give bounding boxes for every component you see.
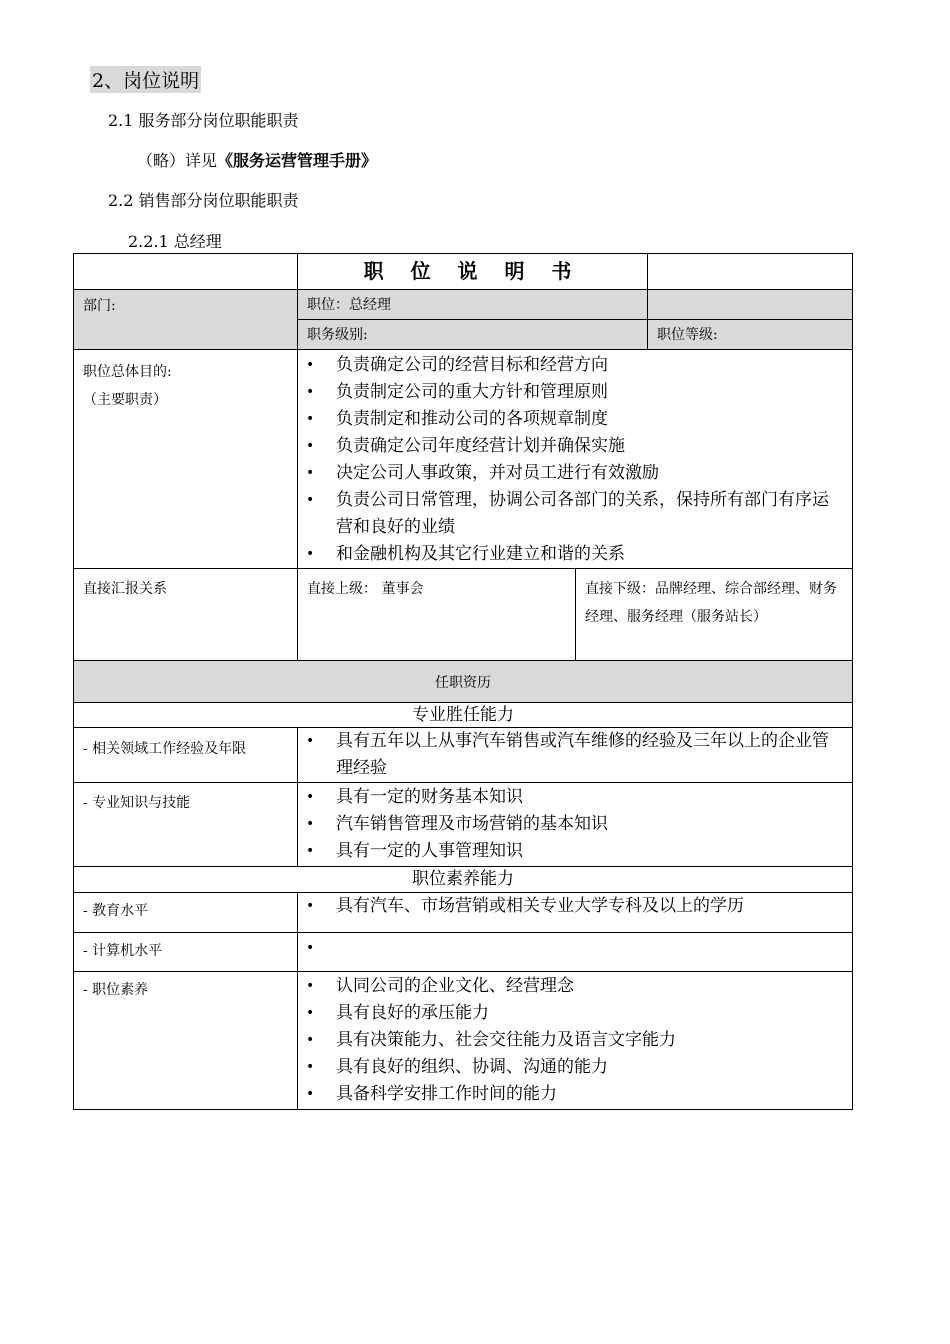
list-item: • 和金融机构及其它行业建立和谐的关系 <box>336 541 844 568</box>
report-label: 直接汇报关系 <box>74 569 298 661</box>
manual-title: 《服务运营管理手册》 <box>217 151 378 170</box>
computer-skill-cell <box>298 933 853 972</box>
education-cell <box>298 893 853 933</box>
job-description-table <box>73 253 853 1110</box>
list-item: • 具有一定的人事管理知识 <box>336 838 844 865</box>
list-item: • 决定公司人事政策，并对员工进行有效激励 <box>336 460 844 487</box>
grade-label: 职位等级: <box>648 320 853 350</box>
education-label: - 教育水平 <box>74 893 298 933</box>
purpose-items-cell <box>298 350 853 569</box>
list-item: • 负责制定和推动公司的各项规章制度 <box>336 406 844 433</box>
list-item: • 具有汽车、市场营销或相关专业大学专科及以上的学历 <box>336 893 844 920</box>
purpose-sublabel: （主要职责） <box>83 392 167 408</box>
title-right-cell <box>648 254 853 290</box>
purpose-label-cell <box>74 350 298 569</box>
list-item: • 具有良好的承压能力 <box>336 1000 844 1027</box>
skills-cell <box>298 783 853 867</box>
list-item: • 具有决策能力、社会交往能力及语言文字能力 <box>336 1027 844 1054</box>
report-superior: 直接上级： 董事会 <box>298 569 576 661</box>
report-subordinates: 直接下级：品牌经理、综合部经理、财务经理、服务经理（服务站长） <box>576 569 853 661</box>
position-empty-cell <box>648 290 853 320</box>
experience-cell <box>298 728 853 783</box>
list-item: • 负责确定公司的经营目标和经营方向 <box>336 352 844 379</box>
position-label: 职位：总经理 <box>298 290 648 320</box>
subsection-heading-sales: 2.2 销售部分岗位职能职责 <box>108 191 299 210</box>
purpose-label: 职位总体目的: <box>83 364 172 380</box>
list-item: • 具备科学安排工作时间的能力 <box>336 1081 844 1108</box>
qualification-header: 任职资历 <box>74 661 853 703</box>
reference-note-prefix: （略）详见 <box>137 151 218 170</box>
rank-label: 职务级别: <box>298 320 648 350</box>
list-item: • 负责确定公司年度经营计划并确保实施 <box>336 433 844 460</box>
computer-skill-label: - 计算机水平 <box>74 933 298 972</box>
table-title: 职 位 说 明 书 <box>298 254 648 290</box>
title-left-cell <box>74 254 298 290</box>
list-item: • 具有良好的组织、协调、沟通的能力 <box>336 1054 844 1081</box>
experience-label: - 相关领域工作经验及年限 <box>74 728 298 783</box>
list-item: • 负责制定公司的重大方针和管理原则 <box>336 379 844 406</box>
list-item: • 负责公司日常管理，协调公司各部门的关系，保持所有部门有序运营和良好的业绩 <box>336 487 844 541</box>
quality-cell <box>298 972 853 1110</box>
subsubsection-heading-gm: 2.2.1 总经理 <box>128 232 222 251</box>
section-heading: 2、岗位说明 <box>90 66 201 93</box>
quality-label: - 职位素养 <box>74 972 298 1110</box>
department-label: 部门: <box>74 290 298 350</box>
list-item: • 认同公司的企业文化、经营理念 <box>336 973 844 1000</box>
list-item: • 汽车销售管理及市场营销的基本知识 <box>336 811 844 838</box>
position-quality-header: 职位素养能力 <box>74 867 853 893</box>
professional-competence-header: 专业胜任能力 <box>74 703 853 728</box>
list-item: • 具有一定的财务基本知识 <box>336 784 844 811</box>
reference-note <box>137 148 377 171</box>
list-item: • 具有五年以上从事汽车销售或汽车维修的经验及三年以上的企业管理经验 <box>336 728 844 782</box>
skills-label: - 专业知识与技能 <box>74 783 298 867</box>
subsection-heading-service: 2.1 服务部分岗位职能职责 <box>108 111 299 130</box>
